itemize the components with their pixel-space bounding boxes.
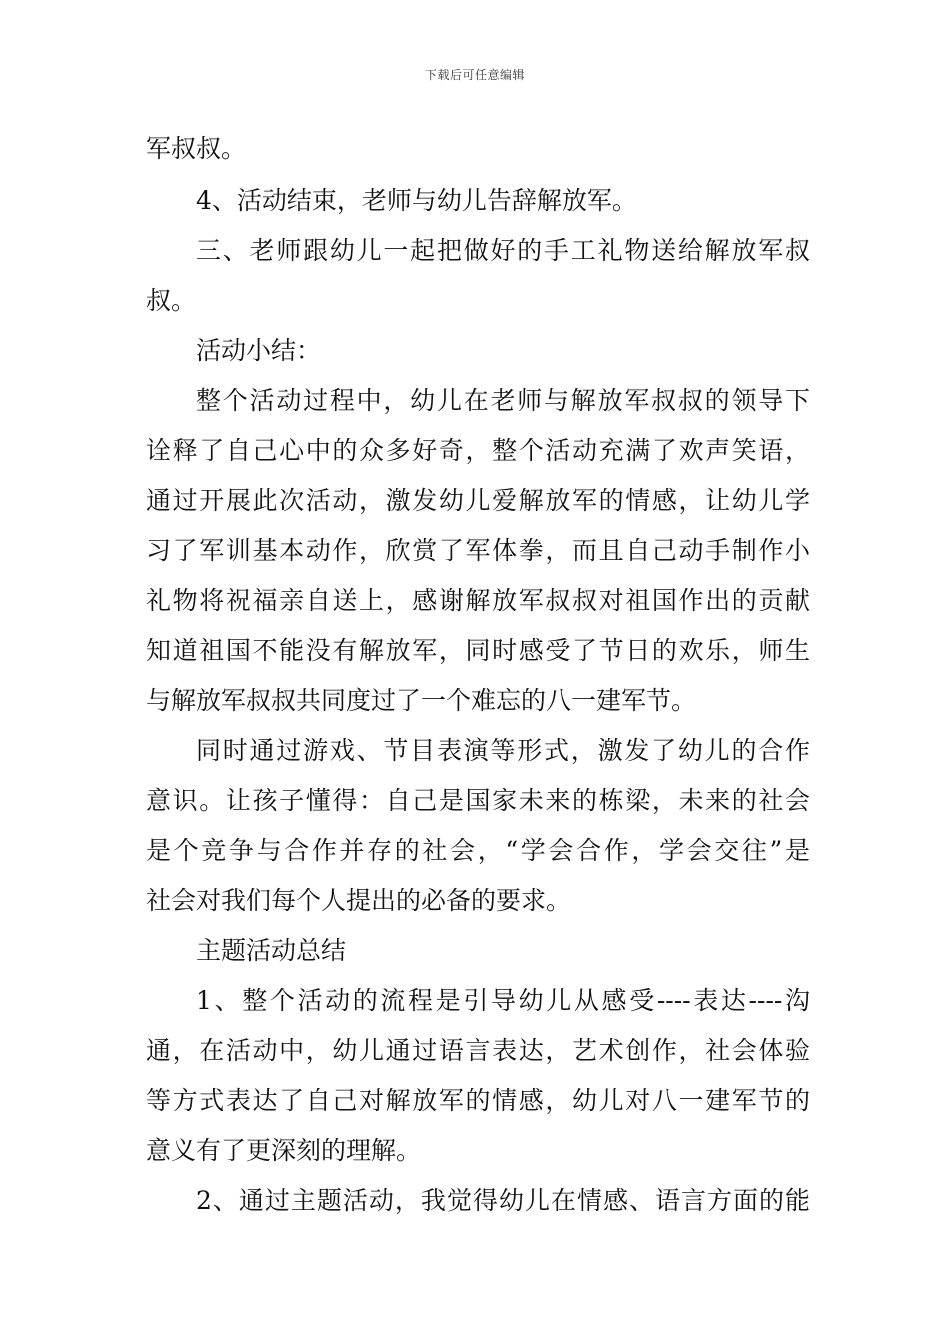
paragraph-line: 4、活动结束，老师与幼儿告辞解放军。 — [196, 186, 637, 215]
paragraph-line: 礼物将祝福亲自送上，感谢解放军叔叔对祖国作出的贡献 — [146, 586, 810, 615]
paragraph-line: 社会对我们每个人提出的必备的要求。 — [146, 886, 572, 915]
paragraph-line: 叔。 — [146, 286, 197, 315]
paragraph-line: 同时通过游戏、节目表演等形式，激发了幼儿的合作 — [196, 736, 810, 765]
paragraph-line: 等方式表达了自己对解放军的情感，幼儿对八一建军节的 — [146, 1086, 810, 1115]
paragraph-line: 1、整个活动的流程是引导幼儿从感受----表达----沟 — [196, 986, 810, 1015]
paragraph-line: 通过开展此次活动，激发幼儿爱解放军的情感，让幼儿学 — [146, 486, 810, 515]
section-heading: 主题活动总结 — [196, 936, 347, 965]
paragraph-line: 三、老师跟幼儿一起把做好的手工礼物送给解放军叔 — [196, 236, 810, 265]
paragraph-line: 是个竞争与合作并存的社会，“学会合作，学会交往”是 — [146, 836, 810, 865]
paragraph-line: 意义有了更深刻的理解。 — [146, 1136, 422, 1165]
paragraph-line: 与解放军叔叔共同度过了一个难忘的八一建军节。 — [146, 686, 697, 715]
paragraph-line: 整个活动过程中，幼儿在老师与解放军叔叔的领导下 — [196, 386, 810, 415]
paragraph-line: 通，在活动中，幼儿通过语言表达，艺术创作，社会体验 — [146, 1036, 810, 1065]
section-heading: 活动小结： — [196, 336, 322, 365]
paragraph-line: 习了军训基本动作，欣赏了军体拳，而且自己动手制作小 — [146, 536, 810, 565]
paragraph-line: 诠释了自己心中的众多好奇，整个活动充满了欢声笑语， — [146, 436, 810, 465]
paragraph-line: 意识。让孩子懂得：自己是国家未来的栋梁，未来的社会 — [146, 786, 810, 815]
page-header: 下载后可任意编辑 — [424, 68, 525, 82]
paragraph-line: 2、通过主题活动，我觉得幼儿在情感、语言方面的能 — [196, 1186, 810, 1215]
paragraph-line: 军叔叔。 — [146, 134, 247, 163]
paragraph-line: 知道祖国不能没有解放军，同时感受了节日的欢乐，师生 — [146, 636, 810, 665]
